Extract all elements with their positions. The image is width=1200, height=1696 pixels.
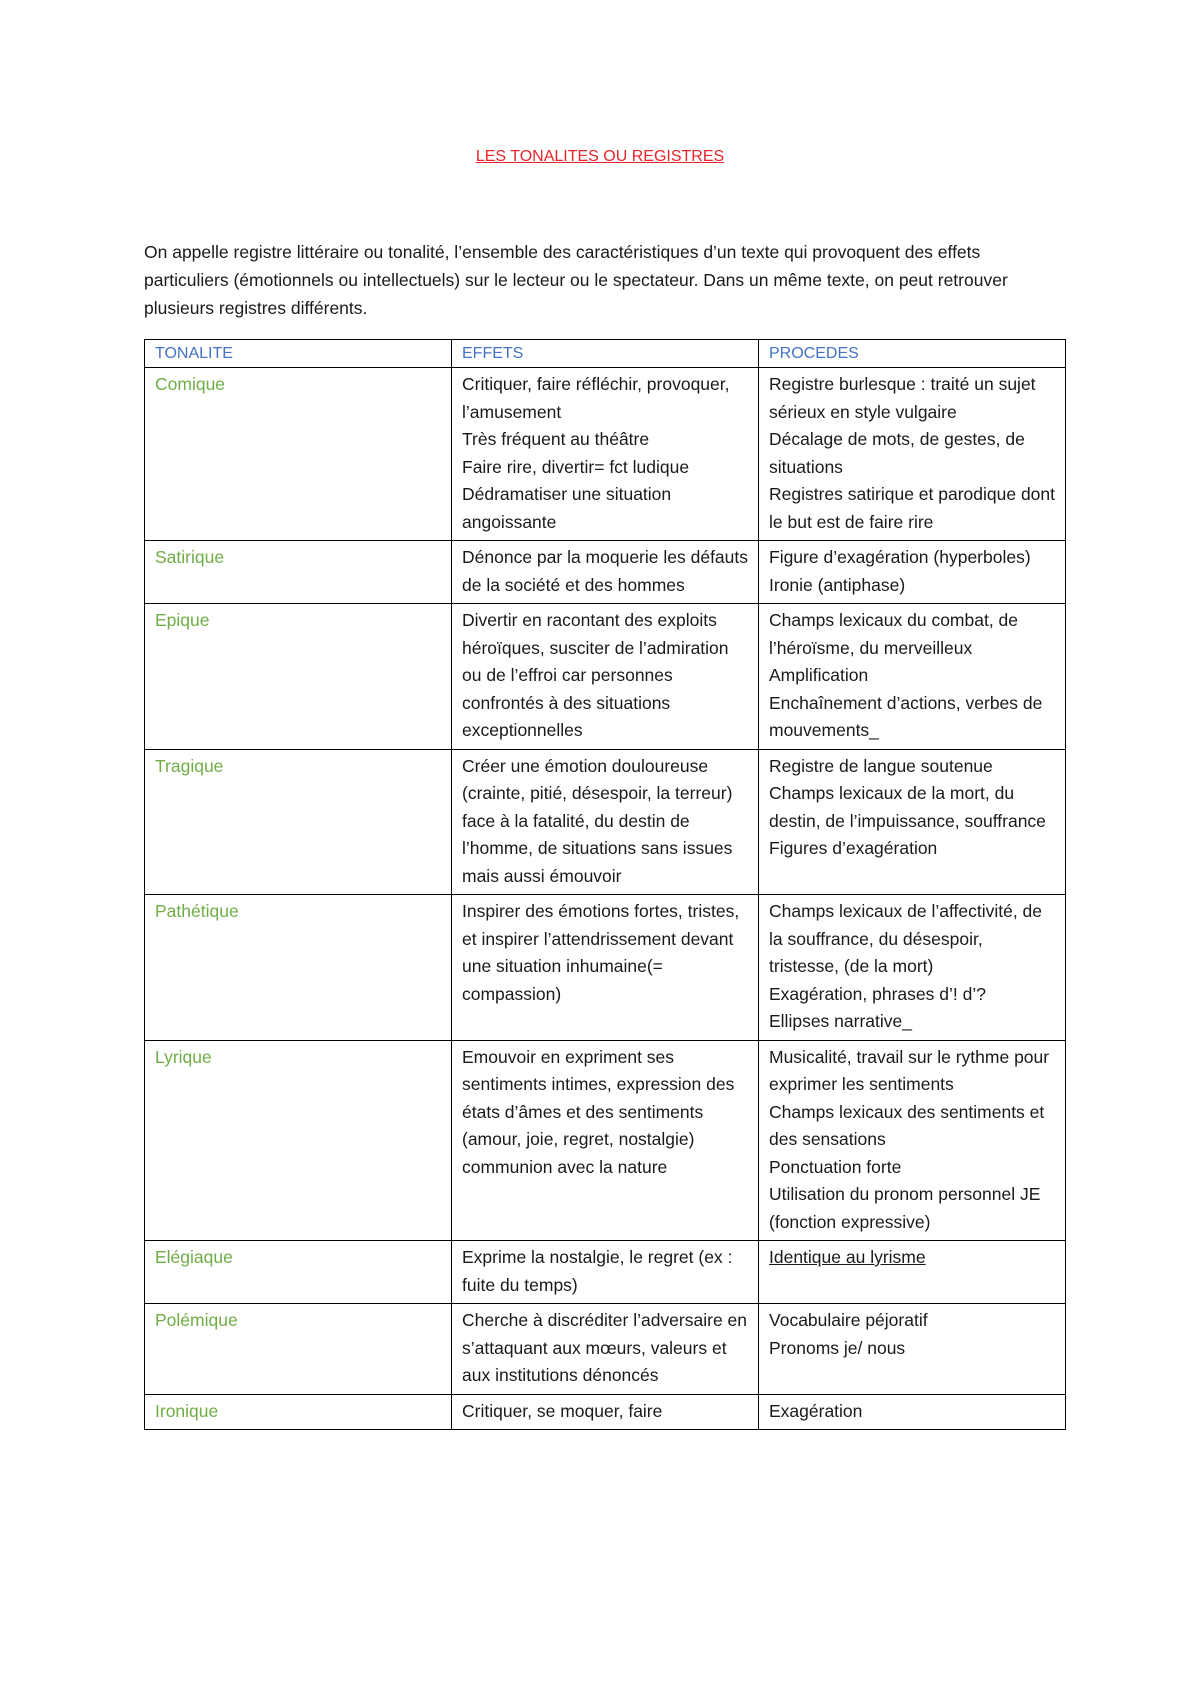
cell-procedes-line: Exagération, phrases d’! d’?	[769, 983, 986, 1004]
table-row	[145, 1304, 1066, 1395]
cell-procedes	[759, 1040, 1066, 1241]
cell-effets-line: Cherche à discréditer l’adversaire en s’attaquant aux mœurs, valeurs et aux institutions dénoncés	[462, 1310, 747, 1385]
cell-tonalite: Lyrique	[145, 1040, 452, 1241]
cell-effets-line: Faire rire, divertir= fct ludique	[462, 456, 690, 477]
cell-procedes-line: Registres satirique et parodique dont le but est de faire rire	[769, 484, 1056, 532]
cell-effets	[452, 1394, 759, 1430]
intro-paragraph: On appelle registre littéraire ou tonalité, l’ensemble des caractéristiques d’un texte qui provoquent des effets particuliers (émotionnels ou intellectuels) sur le lecteur ou le spectateur. Dans un même texte, on peut retrouver plusieurs registres différents.	[144, 242, 1008, 318]
registers-table	[144, 339, 1066, 1430]
cell-tonalite: Elégiaque	[145, 1241, 452, 1304]
cell-tonalite: Pathétique	[145, 895, 452, 1041]
cell-procedes	[759, 604, 1066, 750]
table-row	[145, 604, 1066, 750]
table-row	[145, 749, 1066, 895]
cell-effets	[452, 749, 759, 895]
cell-procedes-line: Musicalité, travail sur le rythme pour exprimer les sentiments	[769, 1046, 1050, 1094]
cell-tonalite: Polémique	[145, 1304, 452, 1395]
table-row	[145, 368, 1066, 541]
cell-effets	[452, 1304, 759, 1395]
cell-tonalite: Ironique	[145, 1394, 452, 1430]
cell-procedes-line: Champs lexicaux du combat, de l’héroïsme, du merveilleux	[769, 610, 1019, 658]
cell-effets-line: Exprime la nostalgie, le regret (ex : fuite du temps)	[462, 1247, 733, 1295]
cell-procedes	[759, 895, 1066, 1041]
cell-effets	[452, 541, 759, 604]
cell-effets-line: Inspirer des émotions fortes, tristes, et inspirer l’attendrissement devant une situation inhumaine(= compassion)	[462, 901, 740, 1004]
cell-procedes	[759, 368, 1066, 541]
cell-procedes	[759, 1241, 1066, 1304]
header-effets: EFFETS	[452, 340, 759, 368]
header-procedes: PROCEDES	[759, 340, 1066, 368]
document-title: LES TONALITES OU REGISTRES	[475, 148, 725, 165]
cell-effets-line: Critiquer, se moquer, faire	[462, 1400, 663, 1421]
cell-tonalite: Satirique	[145, 541, 452, 604]
cell-procedes-line: Ellipses narrative_	[769, 1011, 912, 1031]
cell-procedes-line: Pronoms je/ nous	[769, 1337, 906, 1358]
cell-procedes-line: Amplification	[769, 665, 869, 685]
cell-effets-line: Dédramatiser une situation angoissante	[462, 484, 672, 532]
cell-effets	[452, 368, 759, 541]
cell-tonalite: Epique	[145, 604, 452, 750]
cell-procedes	[759, 541, 1066, 604]
cell-tonalite: Comique	[145, 368, 452, 541]
cell-procedes-line: Décalage de mots, de gestes, de situations	[769, 429, 1025, 477]
cell-procedes-line: Registre burlesque : traité un sujet sérieux en style vulgaire	[769, 374, 1036, 422]
cell-effets-line: Dénonce par la moquerie les défauts de la société et des hommes	[462, 547, 749, 595]
cell-procedes-line: Ironie (antiphase)	[769, 574, 906, 595]
cell-procedes-line: Ponctuation forte	[769, 1156, 902, 1177]
table-row	[145, 895, 1066, 1041]
cell-effets	[452, 604, 759, 750]
cell-effets-line: Critiquer, faire réfléchir, provoquer, l’amusement	[462, 374, 730, 422]
cell-effets-line: Très fréquent au théâtre	[462, 429, 650, 449]
table-row	[145, 541, 1066, 604]
cell-procedes-line: Utilisation du pronom personnel JE (fonction expressive)	[769, 1184, 1041, 1232]
cell-procedes	[759, 1304, 1066, 1395]
cell-effets-line: Divertir en racontant des exploits héroïques, susciter de l’admiration ou de l’effroi car personnes confrontés à des situations exceptionnelles	[462, 610, 729, 740]
cell-procedes-line: Figure d’exagération (hyperboles)	[769, 547, 1031, 567]
table-body	[145, 368, 1066, 1430]
cell-procedes-line: Enchaînement d’actions, verbes de mouvements_	[769, 692, 1043, 740]
cell-effets-line: Créer une émotion douloureuse (crainte, pitié, désespoir, la terreur) face à la fatalité, du destin de l’homme, de situations sans issues mais aussi émouvoir	[462, 755, 733, 886]
cell-effets	[452, 1040, 759, 1241]
cell-procedes	[759, 1394, 1066, 1430]
table-row	[145, 1241, 1066, 1304]
cell-effets-line: Emouvoir en expriment ses sentiments intimes, expression des états d’âmes et des sentiments (amour, joie, regret, nostalgie) communion avec la nature	[462, 1046, 735, 1177]
cell-procedes-line: Vocabulaire péjoratif	[769, 1310, 928, 1330]
table-row	[145, 1040, 1066, 1241]
cell-procedes-line: Exagération	[769, 1400, 863, 1421]
cell-effets	[452, 895, 759, 1041]
cell-procedes	[759, 749, 1066, 895]
cell-procedes-line: Identique au lyrisme	[769, 1247, 926, 1267]
cell-procedes-line: Champs lexicaux de l’affectivité, de la souffrance, du désespoir, tristesse, (de la mort)	[769, 901, 1043, 976]
cell-procedes-line: Figures d’exagération	[769, 838, 938, 858]
cell-procedes-line: Champs lexicaux de la mort, du destin, de l’impuissance, souffrance	[769, 783, 1046, 831]
cell-procedes-line: Champs lexicaux des sentiments et des sensations	[769, 1101, 1045, 1149]
header-tonalite: TONALITE	[145, 340, 452, 368]
cell-procedes-line: Registre de langue soutenue	[769, 755, 993, 776]
table-header-row	[145, 340, 1066, 368]
cell-tonalite: Tragique	[145, 749, 452, 895]
cell-effets	[452, 1241, 759, 1304]
table-row	[145, 1394, 1066, 1430]
